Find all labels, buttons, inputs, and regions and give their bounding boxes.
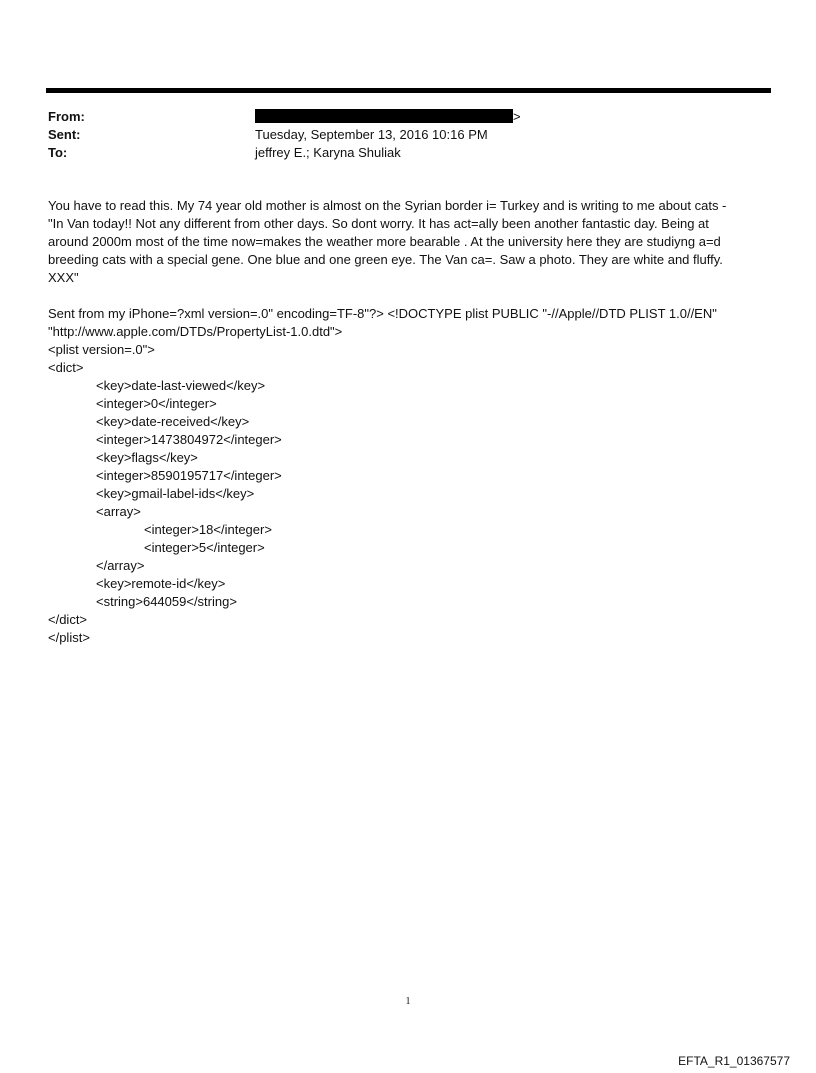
sent-row bbox=[48, 126, 768, 144]
sent-value: Tuesday, September 13, 2016 10:16 PM bbox=[255, 127, 488, 142]
signature-paragraph bbox=[48, 305, 763, 341]
from-value-suffix: > bbox=[513, 109, 521, 124]
plist-line: <dict> bbox=[48, 360, 84, 375]
message-paragraph bbox=[48, 197, 763, 287]
plist-line: <plist version=.0"> bbox=[48, 342, 155, 357]
plist-line: <integer>1473804972</integer> bbox=[96, 432, 282, 447]
redaction-block bbox=[255, 109, 513, 123]
to-row bbox=[48, 144, 768, 162]
header-rule bbox=[46, 88, 771, 93]
plist-block bbox=[48, 341, 763, 647]
from-value bbox=[255, 108, 768, 126]
plist-line: </array> bbox=[96, 558, 145, 573]
from-label: From: bbox=[48, 109, 85, 124]
plist-line: <integer>8590195717</integer> bbox=[96, 468, 282, 483]
sent-label: Sent: bbox=[48, 127, 81, 142]
paragraph-line: XXX" bbox=[48, 270, 79, 285]
plist-line: <integer>5</integer> bbox=[144, 540, 265, 555]
paragraph-line: You have to read this. My 74 year old mother is almost on the Syrian border i= Turkey and is writing to me about cats - bbox=[48, 198, 727, 213]
signature-line: "http://www.apple.com/DTDs/PropertyList-1.0.dtd"> bbox=[48, 324, 343, 339]
plist-line: <string>644059</string> bbox=[96, 594, 237, 609]
bates-number: EFTA_R1_01367577 bbox=[678, 1054, 790, 1068]
plist-line: <array> bbox=[96, 504, 141, 519]
plist-line: <key>date-received</key> bbox=[96, 414, 250, 429]
plist-line: <key>date-last-viewed</key> bbox=[96, 378, 266, 393]
plist-line: <key>remote-id</key> bbox=[96, 576, 226, 591]
page-number: 1 bbox=[405, 996, 411, 1007]
email-header bbox=[48, 108, 768, 162]
paragraph-line: breeding cats with a special gene. One blue and one green eye. The Van ca=. Saw a photo. They are white and fluffy. bbox=[48, 252, 723, 267]
plist-line: <integer>18</integer> bbox=[144, 522, 272, 537]
plist-line: </dict> bbox=[48, 612, 88, 627]
plist-line: <integer>0</integer> bbox=[96, 396, 217, 411]
signature-line: Sent from my iPhone=?xml version=.0" encoding=TF-8"?> <!DOCTYPE plist PUBLIC "-//Apple//DTD PLIST 1.0//EN" bbox=[48, 306, 717, 321]
plist-line: <key>flags</key> bbox=[96, 450, 198, 465]
plist-line: <key>gmail-label-ids</key> bbox=[96, 486, 255, 501]
from-row bbox=[48, 108, 768, 126]
email-body bbox=[48, 197, 763, 647]
to-label: To: bbox=[48, 145, 68, 160]
plist-line: </plist> bbox=[48, 630, 90, 645]
paragraph-line: "In Van today!! Not any different from other days. So dont worry. It has act=ally been another fantastic day. Being at bbox=[48, 216, 709, 231]
to-value: jeffrey E.; Karyna Shuliak bbox=[255, 145, 401, 160]
paragraph-line: around 2000m most of the time now=makes the weather more bearable . At the university here they are studiyng a=d bbox=[48, 234, 721, 249]
